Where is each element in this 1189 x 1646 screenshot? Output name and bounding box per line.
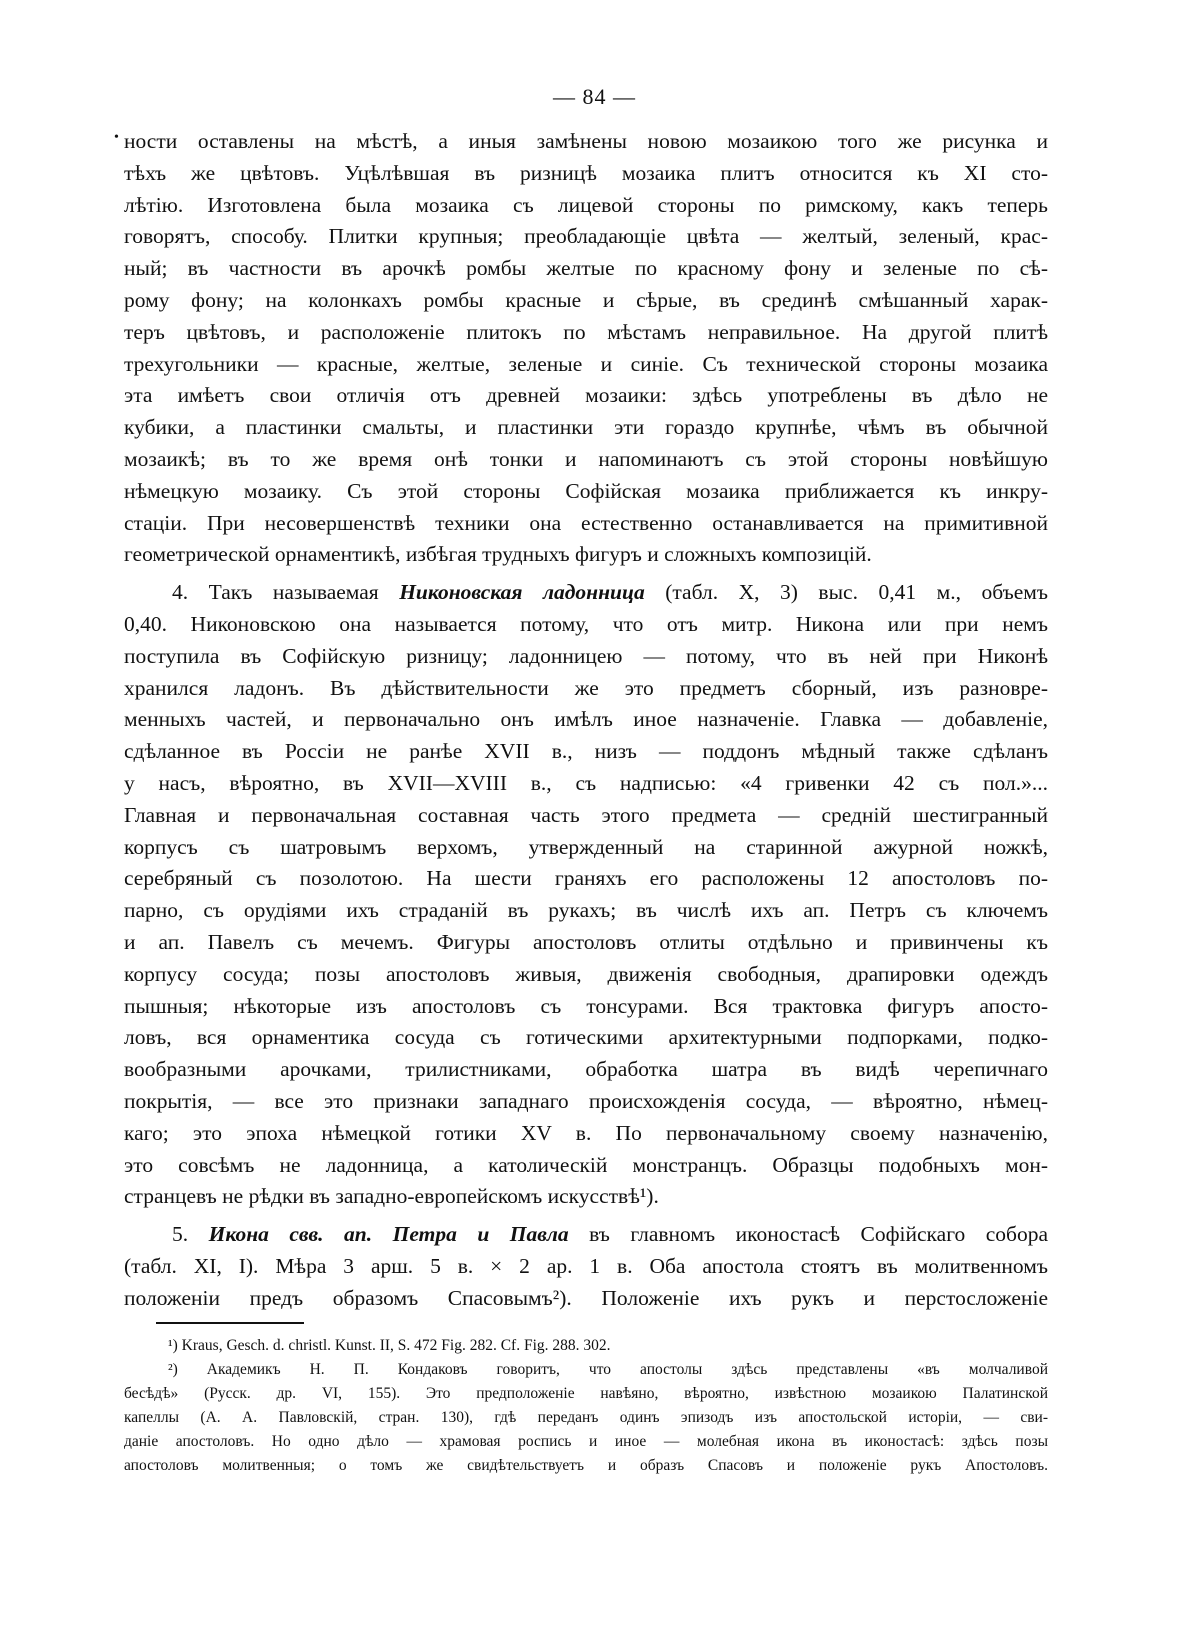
text-line: кубики, а пластинки смальты, и пластинки эти гораздо крупнѣе, чѣмъ въ обычной bbox=[124, 415, 1048, 440]
footnote-line: ¹) Kraus, Gesch. d. christl. Kunst. II, S. 472 Fig. 282. Cf. Fig. 288. 302. bbox=[168, 1337, 611, 1354]
text-line: геометрической орнаментикѣ, избѣгая трудныхъ фигуръ и сложныхъ композицій. bbox=[124, 542, 872, 567]
body-text bbox=[124, 126, 1048, 1314]
text-line: положеніи предъ образомъ Спасовымъ²). Положеніе ихъ рукъ и перстосложеніе bbox=[124, 1285, 1048, 1310]
text-line: вообразными арочками, трилистниками, обработка шатра въ видѣ черепичнаго bbox=[124, 1057, 1048, 1082]
footnote-separator bbox=[156, 1322, 304, 1324]
text-line: нѣмецкую мозаику. Съ этой стороны Софійская мозаика приближается къ инкру- bbox=[124, 478, 1048, 503]
paragraph bbox=[124, 126, 1048, 571]
text-line: серебряный съ позолотою. На шести граняхъ его расположены 12 апостоловъ по- bbox=[124, 866, 1048, 891]
text-line: лѣтію. Изготовлена была мозаика съ лицевой стороны по римскому, какъ теперь bbox=[124, 192, 1048, 217]
text-line: ности оставлены на мѣстѣ, а иныя замѣнены новою мозаикою того же рисунка и bbox=[124, 129, 1048, 153]
footnote-line: апостоловъ молитвенныя; о томъ же свидѣтельствуетъ и образъ Спасовъ и положеніе рукъ Апостоловъ. bbox=[124, 1457, 1048, 1474]
text-line: эта имѣетъ свои отличія отъ древней мозаики: здѣсь употреблены въ дѣло не bbox=[124, 383, 1048, 408]
text-line: теръ цвѣтовъ, и расположеніе плитокъ по мѣстамъ неправильное. На другой плитѣ bbox=[124, 319, 1048, 344]
footnotes bbox=[124, 1334, 1048, 1478]
text-line: стаціи. При несовершенствѣ техники она естественно останавливается на примитивной bbox=[124, 510, 1048, 535]
text-line: мозаикѣ; въ то же время онѣ тонки и напоминаютъ съ этой стороны новѣйшую bbox=[124, 446, 1048, 471]
text-line: пышныя; нѣкоторые изъ апостоловъ съ тонсурами. Вся трактовка фигуръ апосто- bbox=[124, 993, 1048, 1018]
text-line: (табл. XI, I). Мѣра 3 арш. 5 в. × 2 ар. 1 в. Оба апостола стоятъ въ молитвенномъ bbox=[124, 1253, 1048, 1278]
footnote-line: капеллы (А. А. Павловскій, стран. 130), гдѣ переданъ одинъ эпизодъ изъ апостольской исторіи, — сви- bbox=[124, 1409, 1048, 1426]
text-line: трехугольники — красные, желтые, зеленые и синіе. Съ технической стороны мозаика bbox=[124, 351, 1048, 376]
text-line: ловъ, вся орнаментика сосуда съ готическими архитектурными подпорками, подко- bbox=[124, 1025, 1048, 1050]
text-line: каго; это эпоха нѣмецкой готики XV в. По первоначальному своему назначенію, bbox=[124, 1120, 1048, 1145]
page-number: — 84 — bbox=[553, 84, 636, 109]
text-line: и ап. Павелъ съ мечемъ. Фигуры апостоловъ отлиты отдѣльно и привинчены къ bbox=[124, 929, 1048, 954]
text-line: странцевъ не рѣдки въ западно-европейскомъ искусствѣ¹). bbox=[124, 1184, 659, 1209]
footnote-line: ²) Академикъ Н. П. Кондаковъ говоритъ, что апостолы здѣсь представлены «въ молчаливой bbox=[168, 1361, 1048, 1378]
text-line: 5. Икона свв. ап. Петра и Павла въ главномъ иконостасѣ Софійскаго собора bbox=[172, 1222, 1049, 1247]
text-line: тѣхъ же цвѣтовъ. Уцѣлѣвшая въ ризницѣ мозаика плитъ относится къ XI сто- bbox=[124, 160, 1048, 185]
text-line: менныхъ частей, и первоначально онъ имѣлъ иное назначеніе. Главка — добавленіе, bbox=[124, 707, 1048, 732]
footnote-line: бесѣдѣ» (Русск. др. VI, 155). Это предположеніе навѣяно, вѣроятно, извѣстною мозаикою Палатинской bbox=[124, 1385, 1048, 1402]
text-line: 4. Такъ называемая Никоновская ладонница (табл. X, 3) выс. 0,41 м., объемъ bbox=[172, 580, 1048, 605]
text-line: это совсѣмъ не ладонница, а католическій монстранцъ. Образцы подобныхъ мон- bbox=[124, 1152, 1048, 1177]
text-line: Главная и первоначальная составная часть этого предмета — средній шестигранный bbox=[124, 802, 1048, 827]
text-line: ный; въ частности въ арочкѣ ромбы желтые по красному фону и зеленые по сѣ- bbox=[124, 256, 1048, 281]
text-line: у насъ, вѣроятно, въ XVII—XVIII в., съ надписью: «4 гривенки 42 съ пол.»... bbox=[124, 770, 1048, 795]
paragraph bbox=[124, 1219, 1048, 1314]
text-line: поступила въ Софійскую ризницу; ладонницею — потому, что въ ней при Никонѣ bbox=[124, 643, 1048, 668]
text-line: сдѣланное въ Россіи не ранѣе XVII в., низъ — поддонъ мѣдный также сдѣланъ bbox=[124, 739, 1048, 764]
text-line: рому фону; на колонкахъ ромбы красные и сѣрые, въ срединѣ смѣшанный харак- bbox=[124, 287, 1048, 312]
text-line: говорятъ, способу. Плитки крупныя; преобладающіе цвѣта — желтый, зеленый, крас- bbox=[124, 224, 1048, 249]
text-line: 0,40. Никоновскою она называется потому, что отъ митр. Никона или при немъ bbox=[124, 611, 1048, 636]
text-line: парно, съ орудіями ихъ страданій въ рукахъ; въ числѣ ихъ ап. Петръ съ ключемъ bbox=[124, 898, 1048, 923]
footnote-line: даніе апостоловъ. Но одно дѣло — храмовая роспись и иное — молебная икона въ иконостасѣ: здѣсь позы bbox=[124, 1433, 1048, 1450]
text-line: корпусъ съ шатровымъ верхомъ, утвержденный на старинной ажурной ножкѣ, bbox=[124, 834, 1048, 859]
text-line: корпусу сосуда; позы апостоловъ живыя, движенія свободныя, драпировки одеждъ bbox=[124, 961, 1048, 986]
text-line: хранился ладонъ. Въ дѣйствительности же это предметъ сборный, изъ разновре- bbox=[124, 675, 1048, 700]
text-line: покрытія, — все это признаки западнаго происхожденія сосуда, — вѣроятно, нѣмец- bbox=[124, 1088, 1048, 1113]
print-speck: • bbox=[114, 130, 119, 145]
paragraph bbox=[124, 577, 1048, 1213]
